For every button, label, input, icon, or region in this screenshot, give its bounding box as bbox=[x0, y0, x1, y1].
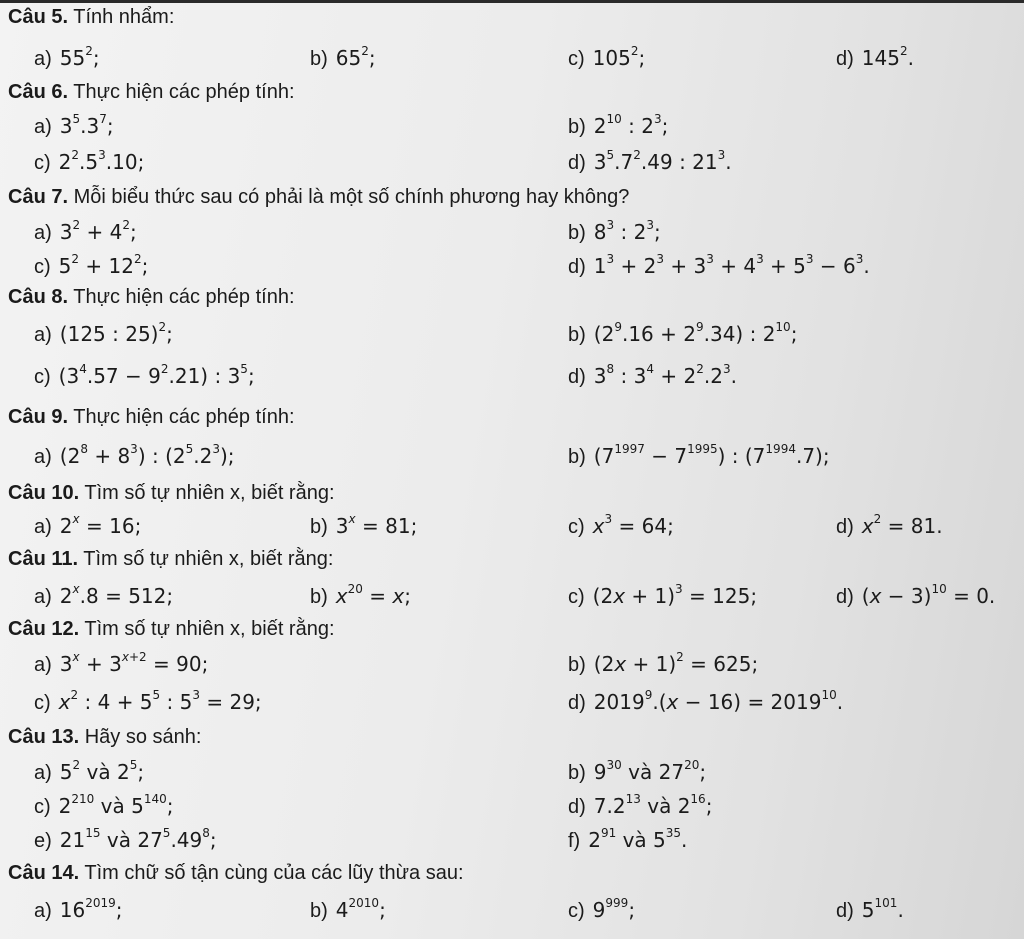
question-8-heading: Câu 8. Thực hiện các phép tính: bbox=[8, 286, 295, 308]
q12-part-b: b) $(2x + 1)^2 = 625$; bbox=[568, 650, 759, 676]
question-7-heading: Câu 7. Mỗi biểu thức sau có phải là một số chính phương hay không? bbox=[8, 186, 630, 208]
q14-part-d: d) $5^{101}$. bbox=[836, 896, 904, 922]
q9-part-b: b) $(7^{1997} - 7^{1995})$ : $(7^{1994}.7)$; bbox=[568, 442, 830, 468]
q5-part-c: c) $105^2$; bbox=[568, 44, 646, 70]
q13-part-a: a) $5^2$ và $2^5$; bbox=[34, 758, 145, 784]
q11-part-b: b) $x^{20} = x$; bbox=[310, 582, 411, 608]
q14-part-a: a) $16^{2019}$; bbox=[34, 896, 123, 922]
question-5-heading: Câu 5. Tính nhẩm: bbox=[8, 6, 175, 28]
q11-part-a: a) $2^x.8 = 512$; bbox=[34, 582, 174, 608]
q10-part-b: b) $3^x = 81$; bbox=[310, 512, 418, 538]
q5-part-b: b) $65^2$; bbox=[310, 44, 376, 70]
question-6-heading: Câu 6. Thực hiện các phép tính: bbox=[8, 81, 295, 103]
q14-part-b: b) $4^{2010}$; bbox=[310, 896, 386, 922]
q6-part-c: c) $2^2.5^3.10$; bbox=[34, 148, 145, 174]
q8-part-c: c) $(3^4.57 - 9^2.21)$ : $3^5$; bbox=[34, 362, 255, 388]
q13-part-b: b) $9^{30}$ và $27^{20}$; bbox=[568, 758, 707, 784]
q6-part-b: b) $2^{10}$ : $2^3$; bbox=[568, 112, 669, 138]
q8-part-b: b) $(2^9.16 + 2^9.34)$ : $2^{10}$; bbox=[568, 320, 798, 346]
question-14-heading: Câu 14. Tìm chữ số tận cùng của các lũy thừa sau: bbox=[8, 862, 464, 884]
q6-part-a: a) $3^5.3^7$; bbox=[34, 112, 114, 138]
q7-part-a: a) $3^2 + 4^2$; bbox=[34, 218, 137, 244]
q12-part-c: c) $x^2$ : $4 + 5^5$ : $5^3 = 29$; bbox=[34, 688, 262, 714]
question-10-heading: Câu 10. Tìm số tự nhiên x, biết rằng: bbox=[8, 482, 335, 504]
q13-part-f: f) $2^{91}$ và $5^{35}$. bbox=[568, 826, 688, 852]
q10-part-c: c) $x^3 = 64$; bbox=[568, 512, 674, 538]
question-9-heading: Câu 9. Thực hiện các phép tính: bbox=[8, 406, 295, 428]
q13-part-c: c) $2^{210}$ và $5^{140}$; bbox=[34, 792, 174, 818]
q7-part-d: d) $1^3 + 2^3 + 3^3 + 4^3 + 5^3 - 6^3$. bbox=[568, 252, 870, 278]
q12-part-d: d) $2019^9.(x - 16) = 2019^{10}$. bbox=[568, 688, 844, 714]
q8-part-a: a) (125 : 25)$^2$; bbox=[34, 320, 173, 346]
q13-part-d: d) $7.2^{13}$ và $2^{16}$; bbox=[568, 792, 713, 818]
question-13-heading: Câu 13. Hãy so sánh: bbox=[8, 726, 202, 748]
q10-part-a: a) $2^x = 16$; bbox=[34, 512, 142, 538]
question-12-heading: Câu 12. Tìm số tự nhiên x, biết rằng: bbox=[8, 618, 335, 640]
q13-part-e: e) $21^{15}$ và $27^5.49^8$; bbox=[34, 826, 217, 852]
q6-part-d: d) $3^5.7^2.49$ : $21^3$. bbox=[568, 148, 732, 174]
q7-part-c: c) $5^2 + 12^2$; bbox=[34, 252, 149, 278]
question-11-heading: Câu 11. Tìm số tự nhiên x, biết rằng: bbox=[8, 548, 334, 570]
q5-part-d: d) $145^2$. bbox=[836, 44, 914, 70]
q14-part-c: c) $9^{999}$; bbox=[568, 896, 636, 922]
q5-part-a: a) $55^2$; bbox=[34, 44, 100, 70]
q8-part-d: d) $3^8$ : $3^4 + 2^2.2^3$. bbox=[568, 362, 737, 388]
q9-part-a: a) $(2^8 + 8^3)$ : $(2^5.2^3)$; bbox=[34, 442, 235, 468]
q12-part-a: a) $3^x + 3^{x+2} = 90$; bbox=[34, 650, 209, 676]
top-rule bbox=[0, 0, 1024, 3]
q11-part-d: d) $(x - 3)^{10} = 0$. bbox=[836, 582, 996, 608]
q7-part-b: b) $8^3$ : $2^3$; bbox=[568, 218, 661, 244]
q11-part-c: c) $(2x + 1)^3 = 125$; bbox=[568, 582, 758, 608]
q10-part-d: d) $x^2 = 81$. bbox=[836, 512, 943, 538]
